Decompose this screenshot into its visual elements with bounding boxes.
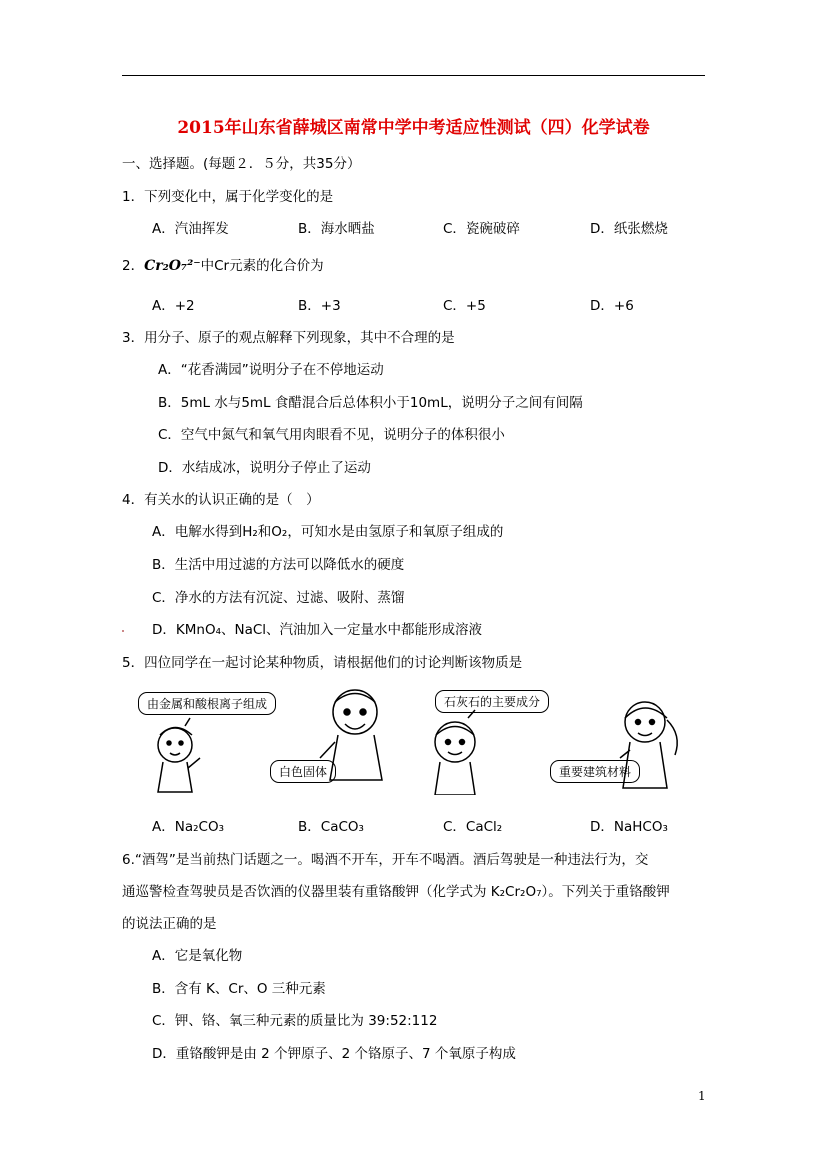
speech-bubble-4: 重要建筑材料 bbox=[550, 760, 640, 783]
q4-option-b: B．生活中用过滤的方法可以降低水的硬度 bbox=[152, 557, 405, 573]
q6-option-d: D．重铬酸钾是由 2 个钾原子、2 个铬原子、7 个氧原子构成 bbox=[152, 1046, 516, 1062]
boy-1-figure bbox=[320, 690, 382, 780]
q4-option-c: C．净水的方法有沉淀、过滤、吸附、蒸馏 bbox=[152, 590, 405, 606]
page-number: 1 bbox=[698, 1089, 706, 1103]
q6-stem-line-2: 通巡警检查驾驶员是否饮酒的仪器里装有重铬酸钾（化学式为 K₂Cr₂O₇）。下列关于重铬酸钾 bbox=[122, 884, 670, 900]
q4-option-d: D．KMnO₄、NaCl、汽油加入一定量水中都能形成溶液 bbox=[152, 622, 483, 638]
q1-option-c: C．瓷碗破碎 bbox=[443, 221, 520, 237]
speech-bubble-1: 由金属和酸根离子组成 bbox=[138, 692, 276, 715]
q2-stem-text: 中Cr元素的化合价为 bbox=[200, 258, 324, 274]
q6-option-c: C．钾、铬、氧三种元素的质量比为 39:52:112 bbox=[152, 1013, 438, 1029]
speech-bubble-2: 白色固体 bbox=[270, 760, 336, 783]
q1-option-b: B．海水晒盐 bbox=[298, 221, 375, 237]
header-rule bbox=[122, 75, 705, 76]
section-heading: 一、选择题。(每题２．５分，共35分） bbox=[122, 156, 361, 172]
q3-option-d: D．水结成冰，说明分子停止了运动 bbox=[158, 460, 371, 476]
q6-option-b: B．含有 K、Cr、O 三种元素 bbox=[152, 981, 326, 997]
q6-stem-line-1: 6.“酒驾”是当前热门话题之一。喝酒不开车，开车不喝酒。酒后驾驶是一种违法行为，交 bbox=[122, 852, 649, 868]
q2-option-a: A．+2 bbox=[152, 298, 195, 314]
q4-option-a: A．电解水得到H₂和O₂，可知水是由氢原子和氧原子组成的 bbox=[152, 524, 504, 540]
q2-option-d: D．+6 bbox=[590, 298, 634, 314]
page-title: 2015年山东省薛城区南常中学中考适应性测试（四）化学试卷 bbox=[177, 118, 650, 138]
q5-option-d: D．NaHCO₃ bbox=[590, 819, 668, 835]
stray-mark bbox=[122, 630, 124, 632]
boy-2-figure bbox=[435, 710, 475, 795]
q5-option-b: B．CaCO₃ bbox=[298, 819, 364, 835]
q4-stem: 4．有关水的认识正确的是（ ） bbox=[122, 492, 320, 508]
girl-1-figure bbox=[158, 718, 200, 792]
q3-option-c: C．空气中氮气和氧气用肉眼看不见，说明分子的体积很小 bbox=[158, 427, 505, 443]
q5-illustration bbox=[130, 680, 710, 795]
speech-bubble-3: 石灰石的主要成分 bbox=[435, 690, 549, 713]
q2-option-b: B．+3 bbox=[298, 298, 341, 314]
q6-option-a: A．它是氧化物 bbox=[152, 948, 243, 964]
q2-option-c: C．+5 bbox=[443, 298, 486, 314]
q5-option-c: C．CaCl₂ bbox=[443, 819, 503, 835]
q1-option-a: A．汽油挥发 bbox=[152, 221, 229, 237]
q6-stem-line-3: 的说法正确的是 bbox=[122, 916, 217, 932]
q3-option-b: B．5mL 水与5mL 食醋混合后总体积小于10mL，说明分子之间有间隔 bbox=[158, 395, 583, 411]
q1-option-d: D．纸张燃烧 bbox=[590, 221, 668, 237]
girl-2-figure bbox=[620, 702, 677, 788]
q5-stem: 5．四位同学在一起讨论某种物质，请根据他们的讨论判断该物质是 bbox=[122, 655, 523, 671]
q5-option-a: A．Na₂CO₃ bbox=[152, 819, 224, 835]
q2-formula: Cr₂O₇²⁻ bbox=[144, 258, 201, 274]
q3-stem: 3．用分子、原子的观点解释下列现象，其中不合理的是 bbox=[122, 330, 455, 346]
q2-number: 2． bbox=[122, 258, 145, 274]
q5-cartoon-figures bbox=[130, 680, 710, 795]
q3-option-a: A．“花香满园”说明分子在不停地运动 bbox=[158, 362, 384, 378]
q2-stem bbox=[122, 254, 324, 274]
q1-stem: 1．下列变化中，属于化学变化的是 bbox=[122, 189, 334, 205]
